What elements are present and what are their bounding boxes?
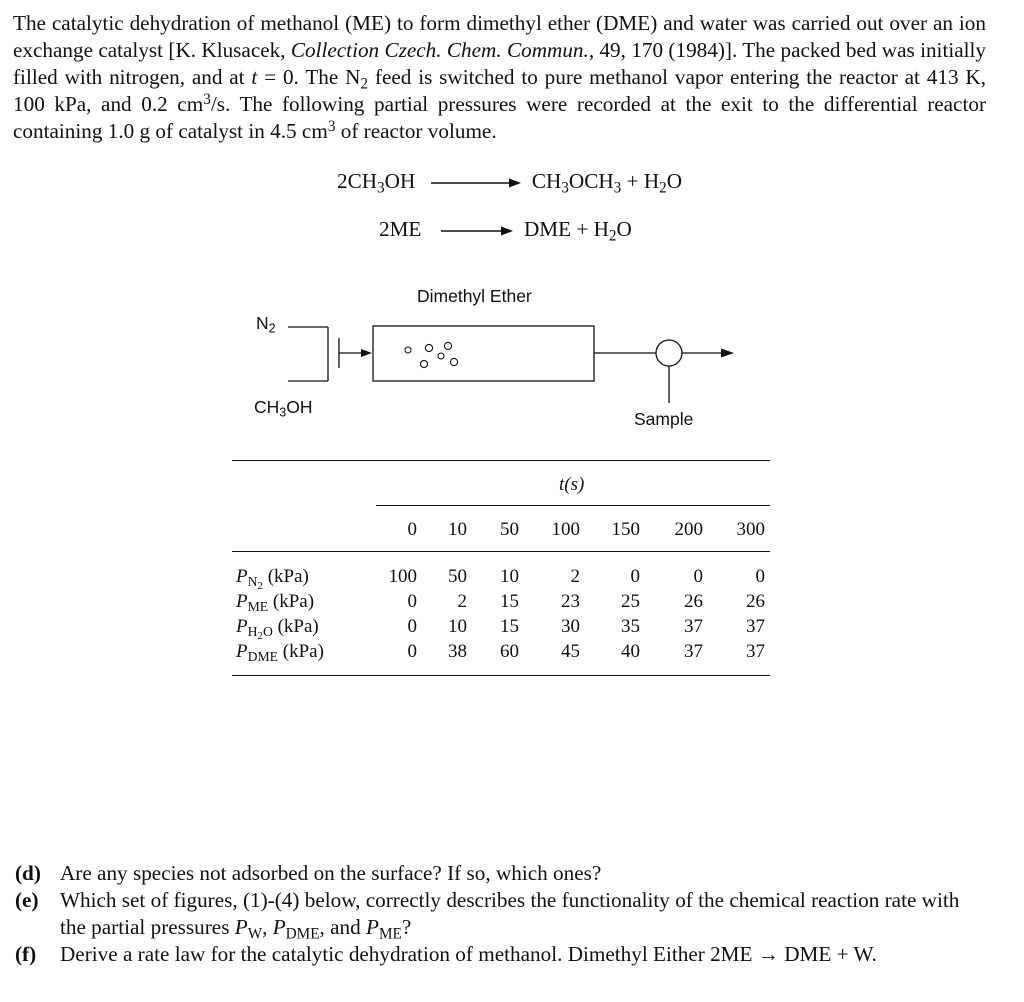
pressure-cell: 26 (684, 591, 703, 612)
inlet-arrow-icon (361, 349, 372, 357)
question-d-label: (d) (15, 861, 41, 885)
pressure-cell: 0 (693, 566, 703, 587)
question-e-label: (e) (15, 888, 39, 912)
packed-bed-reactor (373, 326, 594, 381)
pressure-cell: 26 (746, 591, 765, 612)
eq2-right: DME + $H_2O$ (523, 217, 632, 245)
pressure-cell: 0 (407, 591, 417, 612)
time-cell: 100 (551, 519, 580, 540)
pressure-cell: 60 (500, 641, 519, 662)
pressure-cell: 15 (500, 591, 519, 612)
cm3-superscript-2: 3 (327, 118, 336, 136)
pressure-cell: 2 (570, 566, 580, 587)
eq1-left: $2CH_3OH$ (337, 169, 416, 197)
time-cell: 150 (611, 519, 640, 540)
time-cell: 300 (736, 519, 765, 540)
pressure-cell: 37 (684, 641, 703, 662)
pressure-cell: 40 (621, 641, 640, 662)
sample-label: Sample (634, 409, 694, 429)
row-label: $P_{H_2O}$ (kPa) (236, 616, 319, 642)
pressure-cell: 0 (407, 641, 417, 662)
pressure-cell: 37 (684, 616, 703, 637)
pressure-cell: 15 (500, 616, 519, 637)
cm3-superscript: 3 (203, 91, 211, 109)
question-e-text: Which set of figures, (1)-(4) below, correctly describes the functionality of the chemical reaction rate with the partial pressures $P_W$, $P_{DME}$, and $P_{ME}$? (60, 888, 960, 943)
feed-switch-lines (288, 327, 362, 381)
question-d-text: Are any species not adsorbed on the surface? If so, which ones? (60, 861, 602, 885)
pressure-cell: 0 (407, 616, 417, 637)
pressure-cell: 50 (448, 566, 467, 587)
time-header: t(s) (559, 474, 585, 495)
pressure-cell: 0 (630, 566, 640, 587)
pressure-cell: 0 (755, 566, 765, 587)
question-f-text: Derive a rate law for the catalytic dehydration of methanol. Dimethyl Either 2ME → DME + W. (60, 942, 877, 966)
outlet-arrow-icon (721, 349, 734, 358)
pressure-cell: 100 (388, 566, 417, 587)
question-e (15, 887, 990, 941)
table-top-rule (232, 460, 770, 461)
time-cell: 0 (407, 519, 417, 540)
table-header-rule (376, 505, 770, 506)
pressure-cell: 37 (746, 641, 765, 662)
catalyst-particles (405, 342, 458, 367)
pressure-cell: 10 (448, 616, 467, 637)
pressure-cell: 45 (561, 641, 580, 662)
intro-text-2: , 49, 170 (1984)]. The packed bed was initially filled with nitrogen, and at (13, 38, 986, 89)
intro-text-1: The catalytic dehydration of methanol (ME) to form dimethyl ether (DME) and water was carried out over an ion exchange catalyst [K. Klusacek, (13, 11, 986, 62)
methanol-feed-label: $CH_3OH$ (254, 397, 313, 420)
questions (15, 860, 990, 968)
sample-valve-icon (656, 340, 682, 366)
n2-subscript: 2 (360, 75, 369, 93)
eq2-left: 2ME (379, 217, 422, 241)
intro-text-4: feed is switched to pure methanol vapor entering the reactor at 413 K, 100 kPa, and 0.2 cm (13, 65, 986, 116)
pressure-cell: 38 (448, 641, 467, 662)
question-d (15, 860, 990, 887)
time-symbol: t (251, 65, 258, 89)
intro-text-5: /s. The following partial pressures were recorded at the exit to the differential reactor containing 1.0 g of catalyst in 4.5 cm (13, 92, 986, 143)
time-cell: 200 (674, 519, 703, 540)
pressure-cell: 37 (746, 616, 765, 637)
row-label: $P_{N_2}$ (kPa) (236, 566, 309, 592)
pressure-cell: 30 (561, 616, 580, 637)
intro-text-3: = 0. The N (257, 65, 361, 89)
journal-name: Collection Czech. Chem. Commun. (290, 38, 589, 62)
question-f-label: (f) (15, 942, 37, 966)
eq1-right: $CH_3OCH_3 + H_2O$ (531, 169, 683, 197)
row-label: $P_{DME}$ (kPa) (236, 641, 324, 664)
diagram-title: Dimethyl Ether (417, 286, 532, 306)
pressure-cell: 25 (621, 591, 640, 612)
table-mid-rule (232, 551, 770, 552)
question-f (15, 941, 990, 968)
time-cell: 10 (448, 519, 467, 540)
table-bottom-rule (232, 675, 770, 676)
row-label: $P_{ME}$ (kPa) (236, 591, 315, 614)
pressure-cell: 23 (561, 591, 580, 612)
time-cell: 50 (500, 519, 519, 540)
pressure-cell: 2 (457, 591, 467, 612)
pressure-cell: 35 (621, 616, 640, 637)
pressure-cell: 10 (500, 566, 519, 587)
n2-feed-label: $N_2$ (256, 313, 276, 336)
intro-text-6: of reactor volume. (335, 119, 497, 143)
